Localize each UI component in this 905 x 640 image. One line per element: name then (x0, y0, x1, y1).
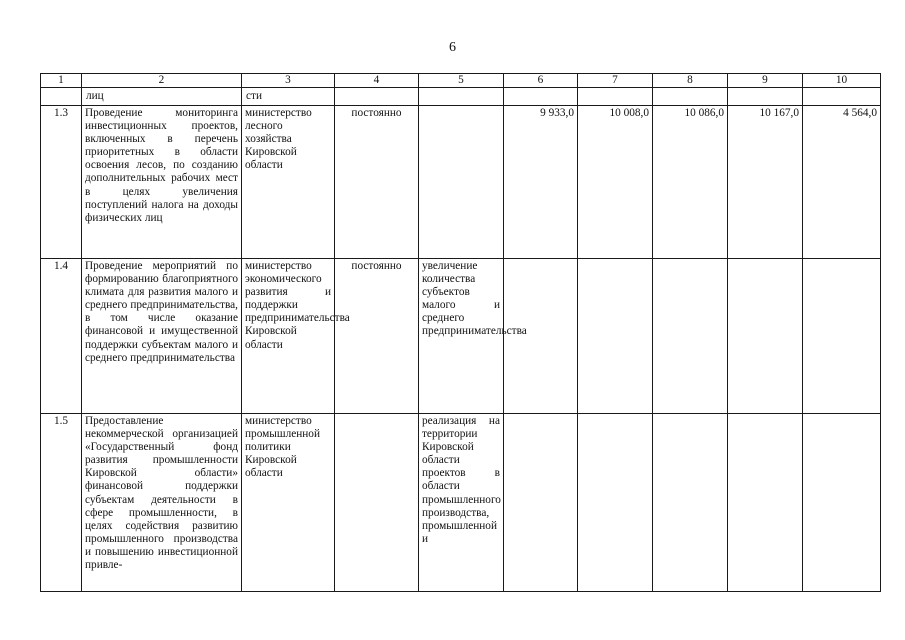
row-number-cell: 1.3 (41, 106, 82, 259)
page-number: 6 (449, 40, 456, 55)
value-cell (504, 414, 578, 592)
value-cell (578, 414, 653, 592)
executor-cell: министерство промышленной политики Кировской области (242, 414, 335, 592)
value-cell: 10 167,0 (728, 106, 803, 259)
value-cell (728, 259, 803, 414)
value-cell (803, 259, 881, 414)
value-cell (504, 88, 578, 106)
column-number: 5 (419, 74, 504, 88)
value-cell (728, 88, 803, 106)
row-number-cell: 1.5 (41, 414, 82, 592)
event-cell: Проведение мониторинга инвестиционных проектов, включенных в перечень приоритетных в области освоения лесов, по созданию дополнительных рабочих мест в целях увеличения поступлений налога на доходы физических лиц (82, 106, 242, 259)
value-cell (653, 259, 728, 414)
value-cell (803, 88, 881, 106)
executor-cell: министерство экономического развития и поддержки предпринимательства Кировской области (242, 259, 335, 414)
result-cell (419, 106, 504, 259)
result-cell: реализация на территории Кировской области проектов в области промышленного производства, промышленной и (419, 414, 504, 592)
value-cell (578, 88, 653, 106)
result-cell: увеличение количества субъектов малого и среднего предпринимательства (419, 259, 504, 414)
measures-table (40, 73, 881, 592)
event-cell: Предоставление некоммерческой организацией «Государственный фонд развития промышленности Кировской области» финансовой поддержки субъектам деятельности в сфере промышленности, в целях содействия развитию промышленного производства и повышению инвестиционной привле- (82, 414, 242, 592)
value-cell (728, 414, 803, 592)
value-cell (653, 88, 728, 106)
column-number-row (41, 74, 881, 88)
value-cell: 10 008,0 (578, 106, 653, 259)
column-number: 6 (504, 74, 578, 88)
column-number: 8 (653, 74, 728, 88)
table-row (41, 106, 881, 259)
column-number: 9 (728, 74, 803, 88)
executor-cell: министерство лесного хозяйства Кировской области (242, 106, 335, 259)
column-number: 1 (41, 74, 82, 88)
value-cell: 10 086,0 (653, 106, 728, 259)
term-cell (335, 414, 419, 592)
term-cell: постоянно (335, 106, 419, 259)
event-cell: Проведение мероприятий по формированию благоприятного климата для развития малого и среднего предпринимательства, в том числе оказание финансовой и имущественной поддержки субъектам малого и среднего предпринимательства (82, 259, 242, 414)
column-number: 2 (82, 74, 242, 88)
term-cell: постоянно (335, 259, 419, 414)
table-row (41, 259, 881, 414)
event-cell: лиц (82, 88, 242, 106)
value-cell (653, 414, 728, 592)
column-number: 10 (803, 74, 881, 88)
term-cell (335, 88, 419, 106)
table-row (41, 414, 881, 592)
column-number: 3 (242, 74, 335, 88)
continuation-row (41, 88, 881, 106)
executor-cell: сти (242, 88, 335, 106)
value-cell: 9 933,0 (504, 106, 578, 259)
column-number: 4 (335, 74, 419, 88)
column-number: 7 (578, 74, 653, 88)
value-cell (803, 414, 881, 592)
row-number-cell (41, 88, 82, 106)
result-cell (419, 88, 504, 106)
value-cell (578, 259, 653, 414)
value-cell: 4 564,0 (803, 106, 881, 259)
row-number-cell: 1.4 (41, 259, 82, 414)
